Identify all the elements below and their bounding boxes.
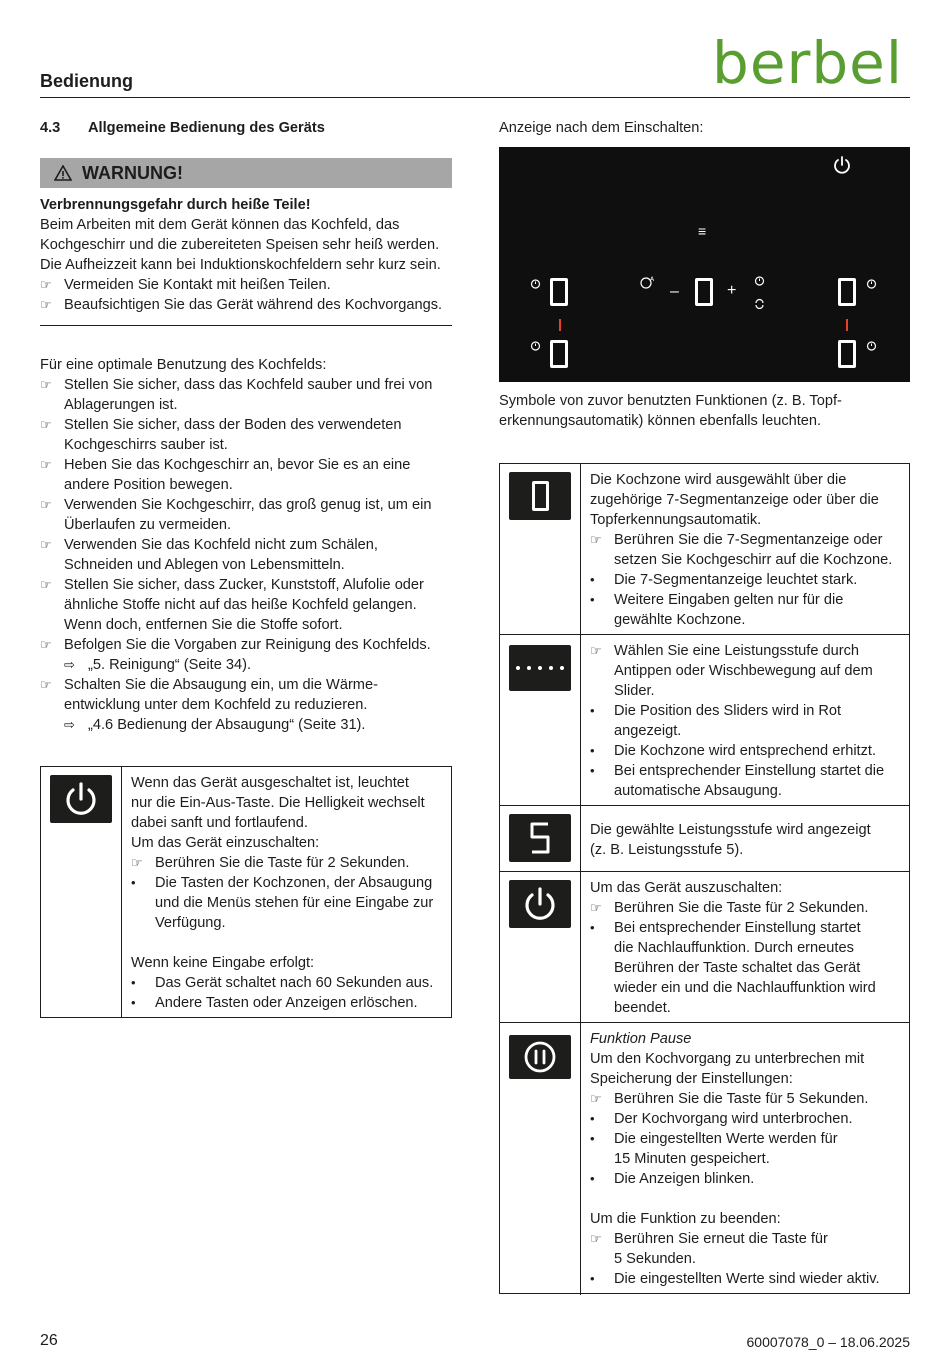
list-item-text: Das Gerät schaltet nach 60 Sekunden aus. [155,975,434,991]
list-item-text: andere Position bewegen. [64,477,233,493]
bullet-icon: • [590,1131,595,1146]
text-line: zugehörige 7-Segmentanzeige oder über die [590,492,879,508]
list-item-text: beendet. [614,1000,671,1016]
list-item [590,1169,899,1189]
list-item [40,275,460,295]
list-item-text: setzen Sie Kochgeschirr auf die Kochzone. [614,552,893,568]
bullet-icon: • [590,743,595,758]
list-item [590,590,899,630]
list-item [590,1229,899,1269]
svg-text:A: A [650,276,655,283]
list-item [590,530,899,570]
table-row [500,1022,909,1295]
bullet-icon: • [590,1271,595,1286]
list-item [590,1129,899,1169]
pointing-hand-icon: ☞ [590,1091,602,1106]
bullet-icon: • [590,1171,595,1186]
pointing-hand-icon: ☞ [40,277,52,292]
slider-indicator [846,319,848,331]
list-item-text: Berühren Sie die Taste für 5 Sekunden. [614,1091,869,1107]
panel-caption-top: Anzeige nach dem Einschalten: [499,120,704,136]
text-line: Speicherung der Einstellungen: [590,1071,793,1087]
bullet-icon: • [590,920,595,935]
list-item [590,761,899,801]
bullet-icon: • [131,875,136,890]
list-item-text: Kochgeschirrs sauber ist. [64,437,228,453]
bullet-icon: • [131,975,136,990]
text-line [590,1189,899,1209]
bullet-icon: • [590,572,595,587]
list-item [590,1089,899,1109]
list-item-text: entwicklung unter dem Kochfeld zu reduzieren. [64,697,368,713]
list-item [131,993,441,1013]
heading-number: 4.3 [40,120,61,136]
text-line: Um das Gerät einzuschalten: [131,835,320,851]
panel-caption-bottom [499,391,910,431]
text-line: nur die Ein-Aus-Taste. Die Helligkeit wechselt [131,795,425,811]
list-item [40,675,460,715]
minus-button[interactable]: – [670,283,679,300]
bullet-icon: • [131,995,136,1010]
table-row [500,464,909,634]
list-item [590,1109,899,1129]
list-item-text: Die Anzeigen blinken. [614,1171,755,1187]
list-item-text: Wenn doch, entfernen Sie die Stoffe sofort. [64,617,343,633]
list-item-text: die Nachlauffunktion. Durch erneutes [614,940,854,956]
control-panel-display [499,147,910,382]
row-text [590,641,899,801]
text-line: (z. B. Leistungsstufe 5). [590,842,744,858]
bullet-icon: • [590,1111,595,1126]
text-line: Kochgeschirr und die zubereiteten Speisen sehr heiß werden. [40,237,440,253]
list-item-text: Die 7-Segmentanzeige leuchtet stark. [614,572,858,588]
list-item [40,495,460,535]
list-item [40,655,460,675]
list-item-text: Berühren Sie die Taste für 2 Sekunden. [155,855,410,871]
table-row [500,634,909,806]
pointing-hand-icon: ☞ [590,643,602,658]
list-item-text: Ablagerungen ist. [64,397,178,413]
list-item [590,570,899,590]
pointing-hand-icon: ☞ [590,532,602,547]
seven-segment-five-icon [509,814,571,862]
tips-intro: Für eine optimale Benutzung des Kochfelds: [40,357,327,373]
recycle-icon[interactable] [754,298,765,309]
list-item-text: Die Kochzone wird entsprechend erhitzt. [614,743,877,759]
list-item-text: Bei entsprechender Einstellung startet die [614,763,885,779]
bullet-icon: • [590,703,595,718]
warning-rule [40,325,452,326]
list-item [590,741,899,761]
text-line: Die Kochzone wird ausgewählt über die [590,472,847,488]
list-item-text: Berühren Sie die Taste für 2 Sekunden. [614,900,869,916]
tips-block [40,355,460,735]
text-line: Wenn das Gerät ausgeschaltet ist, leuchtet [131,775,409,791]
list-item [40,535,460,575]
page-number: 26 [40,1332,58,1349]
zone-rear-right-display[interactable] [838,340,856,368]
list-item [40,455,460,495]
list-item [40,715,460,735]
pointing-hand-icon: ☞ [40,457,52,472]
list-item-text: Bei entsprechender Einstellung startet [614,920,861,936]
list-item [40,575,460,635]
list-item-text: Weitere Eingaben gelten nur für die [614,592,844,608]
row-text [590,820,899,860]
timer-icon[interactable] [530,340,541,351]
power-on-text [131,773,441,1013]
warning-list [40,275,460,315]
list-item-text: Vermeiden Sie Kontakt mit heißen Teilen. [64,277,331,293]
list-item-text: Verwenden Sie Kochgeschirr, das groß genug ist, um ein [64,497,432,513]
list-item-text: „4.6 Bedienung der Absaugung“ (Seite 31). [88,717,366,733]
warning-label: WARNUNG! [82,162,183,183]
pointing-hand-icon: ☞ [40,417,52,432]
timer-icon[interactable] [530,278,541,289]
list-item-text: Berühren Sie die 7-Segmentanzeige oder [614,532,883,548]
timer-icon[interactable] [866,340,877,351]
list-item [40,415,460,455]
auto-pot-detection-icon[interactable] [640,275,656,289]
text-line: Beim Arbeiten mit dem Gerät können das Kochfeld, das [40,217,400,233]
pointing-hand-icon: ☞ [131,855,143,870]
warning-block [40,195,460,315]
list-item [40,635,460,655]
zone-front-left-display[interactable] [550,278,568,306]
icon-cell [500,1023,581,1295]
icon-cell [500,635,581,806]
list-item-text: Stellen Sie sicher, dass der Boden des verwendeten [64,417,402,433]
slider-dots-icon [509,645,571,691]
row-text [590,1029,899,1289]
text-line: Um das Gerät auszuschalten: [590,880,783,896]
panel-menu-icon[interactable]: ≡ [698,223,707,239]
list-item-text: Berühren Sie erneut die Taste für [614,1231,828,1247]
seven-segment-zero-icon [509,472,571,520]
list-item-text: Der Kochvorgang wird unterbrochen. [614,1111,853,1127]
list-item-text: Antippen oder Wischbewegung auf dem [614,663,873,679]
list-item [590,701,899,741]
pointing-hand-icon: ☞ [40,677,52,692]
text-line: Die Aufheizzeit kann bei Induktionskochfeldern sehr kurz sein. [40,257,441,273]
list-item [590,1269,899,1289]
arrow-right-icon: ⇨ [64,717,75,732]
list-item-text: Die eingestellten Werte werden für [614,1131,838,1147]
list-item-text: Verfügung. [155,915,226,931]
row-subtitle: Funktion Pause [590,1031,692,1047]
pointing-hand-icon: ☞ [590,1231,602,1246]
list-item-text: automatische Absaugung. [614,783,782,799]
header-rule [40,97,910,98]
warning-triangle-icon [54,165,72,181]
zone-front-right-display[interactable] [838,278,856,306]
document-id: 60007078_0 – 18.06.2025 [746,1334,910,1350]
pointing-hand-icon: ☞ [40,577,52,592]
power-icon-cell [41,767,122,1017]
plus-button[interactable]: + [727,282,737,299]
list-item-text: Überlaufen zu vermeiden. [64,517,232,533]
list-item-text: Verwenden Sie das Kochfeld nicht zum Schälen, [64,537,378,553]
list-item-text: „5. Reinigung“ (Seite 34). [88,657,252,673]
pointing-hand-icon: ☞ [40,637,52,652]
list-item-text: Schalten Sie die Absaugung ein, um die Wärme- [64,677,378,693]
arrow-right-icon: ⇨ [64,657,75,672]
list-item-text: wieder ein und die Nachlauffunktion wird [614,980,876,996]
list-item-text: Stellen Sie sicher, dass das Kochfeld sauber und frei von [64,377,433,393]
text-line: Die gewählte Leistungsstufe wird angezeigt [590,822,871,838]
pointing-hand-icon: ☞ [40,297,52,312]
list-item-text: Berühren der Taste schaltet das Gerät [614,960,861,976]
pointing-hand-icon: ☞ [40,537,52,552]
list-item [40,295,460,315]
function-table [499,463,910,1294]
no-input-label: Wenn keine Eingabe erfolgt: [131,955,315,971]
list-item-text: Schneiden und Ablegen von Lebensmitteln. [64,557,345,573]
slider-indicator [559,319,561,331]
list-item-text: Stellen Sie sicher, dass Zucker, Kunststoff, Alufolie oder [64,577,424,593]
warning-title: Verbrennungsgefahr durch heiße Teile! [40,197,311,213]
bullet-icon: • [590,592,595,607]
center-zone-display[interactable] [695,278,713,306]
icon-cell [500,464,581,634]
list-item-text: gewählte Kochzone. [614,612,746,628]
heading-text: Allgemeine Bedienung des Geräts [88,120,325,136]
power-button-icon [50,775,112,823]
text-line: erkennungsautomatik) können ebenfalls leuchten. [499,413,822,429]
power-icon [509,880,571,928]
icon-cell [500,872,581,1023]
list-item [590,898,899,918]
tips-list [40,375,460,735]
list-item [131,873,441,933]
list-item-text: Die Position des Sliders wird in Rot [614,703,842,719]
text-line: Um die Funktion zu beenden: [590,1211,781,1227]
list-item [131,853,441,873]
list-item-text: Wählen Sie eine Leistungsstufe durch [614,643,860,659]
row-text [590,470,899,630]
text-line: dabei sanft und fortlaufend. [131,815,308,831]
list-item-text: Beaufsichtigen Sie das Gerät während des Kochvorgangs. [64,297,443,313]
panel-power-icon[interactable] [832,155,852,175]
table-row [500,805,909,872]
list-item [40,375,460,415]
list-item-text: Heben Sie das Kochgeschirr an, bevor Sie es an eine [64,457,411,473]
timer-icon[interactable] [866,278,877,289]
list-item-text: 5 Sekunden. [614,1251,696,1267]
pause-icon [509,1035,571,1079]
icon-cell [500,806,581,872]
text-line: Um den Kochvorgang zu unterbrechen mit [590,1051,865,1067]
list-item-text: Die eingestellten Werte sind wieder aktiv. [614,1271,880,1287]
list-item [131,973,441,993]
timer-icon[interactable] [754,275,765,286]
list-item-text: Slider. [614,683,655,699]
list-item [590,918,899,1018]
warning-bar [40,158,452,188]
pointing-hand-icon: ☞ [40,377,52,392]
section-title: Bedienung [40,71,133,91]
text-line: Topferkennungsautomatik. [590,512,762,528]
list-item-text: 15 Minuten gespeichert. [614,1151,770,1167]
zone-rear-left-display[interactable] [550,340,568,368]
pointing-hand-icon: ☞ [590,900,602,915]
bullet-icon: • [590,763,595,778]
row-text [590,878,899,1018]
warning-text [40,215,460,275]
list-item-text: ähnliche Stoffe nicht auf das heiße Kochfeld gelangen. [64,597,417,613]
list-item-text: Andere Tasten oder Anzeigen erlöschen. [155,995,418,1011]
brand-logo: berbel [712,29,903,97]
table-row [500,871,909,1023]
list-item-text: und die Menüs stehen für eine Eingabe zur [155,895,434,911]
power-on-table [40,766,452,1018]
pointing-hand-icon: ☞ [40,497,52,512]
text-line: Symbole von zuvor benutzten Funktionen (z. B. Topf- [499,393,842,409]
list-item-text: Befolgen Sie die Vorgaben zur Reinigung des Kochfelds. [64,637,431,653]
list-item-text: Die Tasten der Kochzonen, der Absaugung [155,875,433,891]
list-item [590,641,899,701]
list-item-text: angezeigt. [614,723,682,739]
